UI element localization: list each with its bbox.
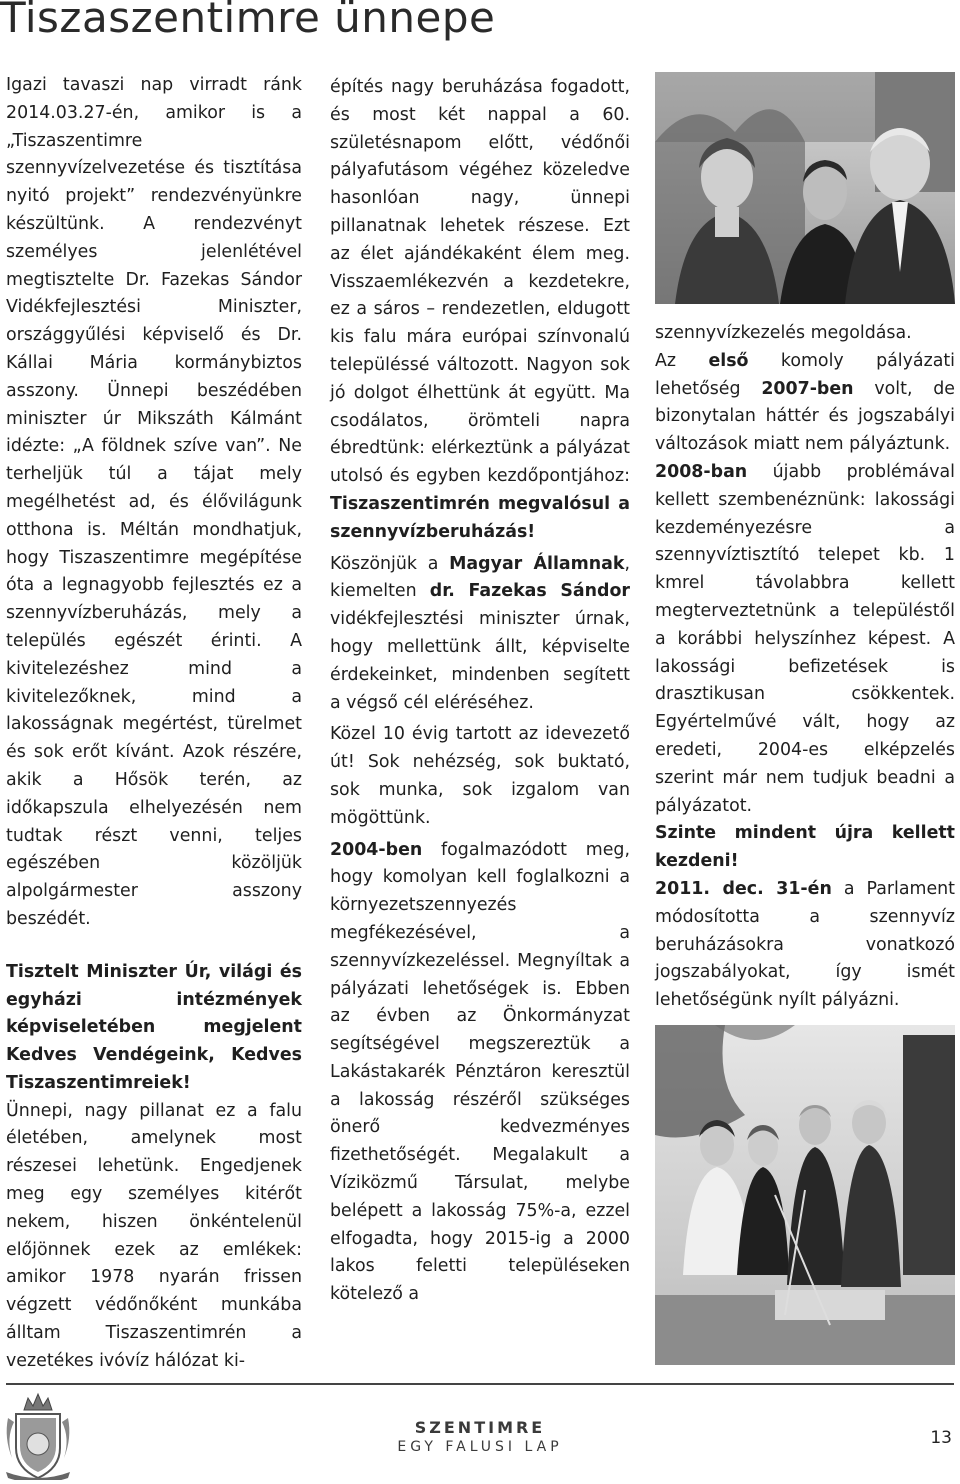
- village-crest-icon: [2, 1388, 74, 1480]
- highlight-text: 2004-ben: [330, 839, 423, 860]
- article-column-3: [655, 320, 955, 1015]
- paragraph: [330, 74, 630, 547]
- highlight-text: Magyar Államnak: [449, 553, 625, 574]
- paragraph-text: építés nagy beruházása fogadott, és most két nappal a 60. születésnapom előtt, védőnői pályafutásom végéhez közeledve hasonlóan nagy, ünnepi pillanatnak lehetek részese. Ezt az élet ajándékaként élem meg. Visszaemlékezvén a kezdetekre, ez a sáros – rendezetlen, eldugott kis falu mára európai színvonalú településsé változott. Nagyon sok jó dolgot élhettünk át együtt. Ma csodálatos, örömteli napra ébredtünk: elérkeztünk a pályázat utolsó és egyben kezdőpontjához:: [330, 77, 630, 487]
- page-number: 13: [930, 1428, 952, 1448]
- highlight-text: Tiszaszentimrén megvalósul a szennyvízberuházás!: [330, 493, 630, 542]
- masthead-subtitle: EGY FALUSI LAP: [397, 1439, 563, 1455]
- paragraph-text: Az: [655, 350, 709, 371]
- highlight-text: első: [708, 350, 749, 371]
- photo-officials: [655, 72, 955, 304]
- photo-officials-image: [655, 72, 955, 304]
- highlight-text: 2007-ben: [761, 378, 854, 399]
- highlight-text: Szinte mindent újra kellett kezdeni!: [655, 823, 955, 872]
- paragraph: [655, 459, 955, 820]
- photo-ceremony-image: [655, 1025, 955, 1365]
- masthead: [360, 1418, 600, 1455]
- paragraph-text: vidékfejlesztési miniszter úrnak, hogy mellettünk állt, képviselte érdekeinket, mindenben segített a végső cél eléréséhez.: [330, 609, 630, 713]
- photo-ceremony: [655, 1025, 955, 1365]
- article-column-1: [6, 72, 302, 1376]
- page-title: Tiszaszentimre ünnepe: [0, 0, 496, 42]
- paragraph: Közel 10 évig tartott az idevezető út! Sok nehézség, sok buktató, sok munka, sok izgalom van mögöttünk.: [330, 724, 630, 828]
- paragraph-text: a Parlament módosította a szennyvíz beruházásokra vonatkozó jogszabályokat, így ismét lehetőségünk nyílt pályázni.: [655, 878, 955, 1011]
- highlight-text: 2008-ban: [655, 461, 748, 482]
- paragraph-text: újabb problémával kellett szembenéznünk: lakossági kezdeményezésre a szennyvíztisztító telepet kb. 1 kmrel távolabbra kellett megterveztetnünk a településtől a korábbi helyszínhez képest. A lakossági befizetések is drasztikusan csökkentek. Egyértelművé vált, hogy az eredeti, 2004-es elképzelés szerint már nem tudjuk beadni a pályázatot.: [655, 461, 955, 816]
- footer-divider: [6, 1383, 954, 1385]
- paragraph: [655, 348, 955, 459]
- paragraph-text: , kiemelten: [330, 553, 630, 602]
- article-column-2: [330, 74, 630, 1309]
- paragraph-text: volt, de bizonytalan háttér és jogszabályi változások miatt nem pályáztunk.: [655, 378, 955, 455]
- paragraph: [655, 820, 955, 876]
- paragraph-text: Köszönjük a: [330, 553, 450, 574]
- paragraph-text: komoly pályázati lehetőség: [655, 350, 956, 399]
- paragraph-text: fogalmazódott meg, hogy komolyan kell foglalkozni a környezetszennyezés megfékezésével, a szennyvízkezeléssel. Megnyíltak a pályázati lehetőségek is. Ebben az évben az Önkormányzat segítségével megszereztük a Lakástakarék Pénztáron keresztül a lakosság részéről szükséges önerő kedvezményes fizethetőségét. Megalakult a Víziközmű Társulat, melybe belépett a lakosság 75%-a, ezzel elfogadta, hogy 2015-ig a 2000 lakos feletti településeken kötelező a: [330, 839, 630, 1305]
- salutation-text: Tisztelt Miniszter Úr, világi és egyházi intézmények képviseletében megjelent Kedves Vendégeink, Kedves Tiszaszentimreiek!: [6, 961, 302, 1093]
- paragraph: Igazi tavaszi nap virradt ránk 2014.03.27-én, amikor is a „Tiszaszentimre szennyvízelvezetése és tisztítása nyitó projekt” rendezvényünkre készültünk. A rendezvényt személyes jelenlétével megtisztelte Dr. Fazekas Sándor Vidékfejlesztési Miniszter, országgyűlési képviselő és Dr. Kállai Mária kormánybiztos asszony. Ünnepi beszédében miniszter úr Mikszáth Kálmánt idézte: „A földnek szíve van”. Ne terheljük túl a tájat mely megélhetést ad, és élővilágunk otthona is. Méltán mondhatjuk, hogy Tiszaszentimre megépítése óta a legnagyobb fejlesztés ez a szennyvízberuházás, mely a település egészét érinti. A kivitelezéshez mind a kivitelezőknek, mind a lakosságnak megértést, türelmet és sok erőt kívánt. Azok részére, akik a Hősök terén, az időkapszula elhelyezésén nem tudtak részt venni, teljes egészében közöljük alpolgármester asszony beszédét.: [6, 75, 302, 929]
- paragraph: szennyvízkezelés megoldása.: [655, 323, 912, 343]
- highlight-text: 2011. dec. 31-én: [655, 878, 832, 899]
- paragraph: Ünnepi, nagy pillanat ez a falu életében, amelynek most részesei lehetünk. Engedjenek meg egy személyes kitérőt nekem, hiszen önkéntelenül előjönnek ezek az emlékek: amikor 1978 nyarán frissen végzett védőnőként munkába álltam Tiszaszentimrén a vezetékes ivóvíz hálózat ki-: [6, 1100, 302, 1371]
- paragraph: [655, 876, 955, 1015]
- masthead-title: SZENTIMRE: [414, 1418, 546, 1437]
- paragraph: [330, 551, 630, 718]
- paragraph-salutation: [6, 959, 302, 1098]
- paragraph: [330, 837, 630, 1310]
- highlight-text: dr. Fazekas Sándor: [429, 581, 630, 602]
